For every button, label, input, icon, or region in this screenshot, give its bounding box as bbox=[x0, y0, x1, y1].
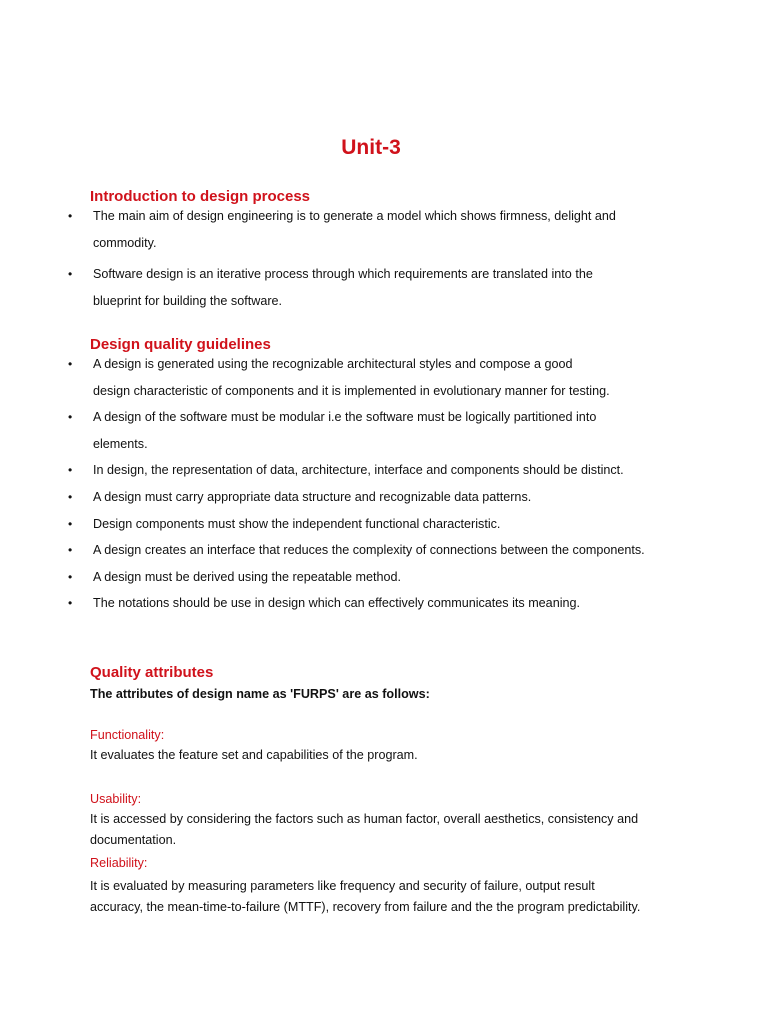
attributes-intro: The attributes of design name as 'FURPS' are as follows: bbox=[90, 687, 430, 701]
list-item: • In design, the representation of data, architecture, interface and components should be distinct. bbox=[0, 457, 690, 484]
list-item: • A design must carry appropriate data structure and recognizable data patterns. bbox=[0, 484, 690, 511]
attribute-text-reliability: It is evaluated by measuring parameters like frequency and security of failure, output result accuracy, the mean-time-to-failure (MTTF), recovery from failure and the the program predictability. bbox=[90, 879, 641, 914]
guidelines-list bbox=[0, 351, 690, 617]
list-item: • The notations should be use in design which can effectively communicates its meaning. bbox=[0, 590, 690, 617]
attribute-text-functionality: It evaluates the feature set and capabilities of the program. bbox=[90, 748, 418, 762]
list-item: • A design creates an interface that reduces the complexity of connections between the components. bbox=[0, 537, 690, 564]
list-item: • Design components must show the independent functional characteristic. bbox=[0, 511, 690, 538]
attribute-title-functionality: Functionality: bbox=[90, 728, 165, 742]
guidelines-heading: Design quality guidelines bbox=[90, 336, 271, 353]
list-item: • The main aim of design engineering is to generate a model which shows firmness, delight and commodity. bbox=[0, 203, 620, 256]
list-item: • A design is generated using the recognizable architectural styles and compose a good design characteristic of components and it is implemented in evolutionary manner for testing. bbox=[0, 351, 613, 404]
attribute-title-usability: Usability: bbox=[90, 792, 142, 806]
list-item: • A design must be derived using the repeatable method. bbox=[0, 564, 690, 591]
attribute-title-reliability: Reliability: bbox=[90, 856, 148, 870]
intro-heading: Introduction to design process bbox=[90, 188, 311, 205]
page-title: Unit-3 bbox=[341, 136, 401, 159]
list-item: • A design of the software must be modular i.e the software must be logically partitioned into elements. bbox=[0, 404, 613, 457]
intro-list bbox=[0, 203, 620, 314]
attribute-text-usability: It is accessed by considering the factors such as human factor, overall aesthetics, consistency and documentation. bbox=[90, 812, 639, 847]
attributes-heading: Quality attributes bbox=[90, 664, 214, 681]
list-item: • Software design is an iterative process through which requirements are translated into the blueprint for building the software. bbox=[0, 261, 620, 314]
